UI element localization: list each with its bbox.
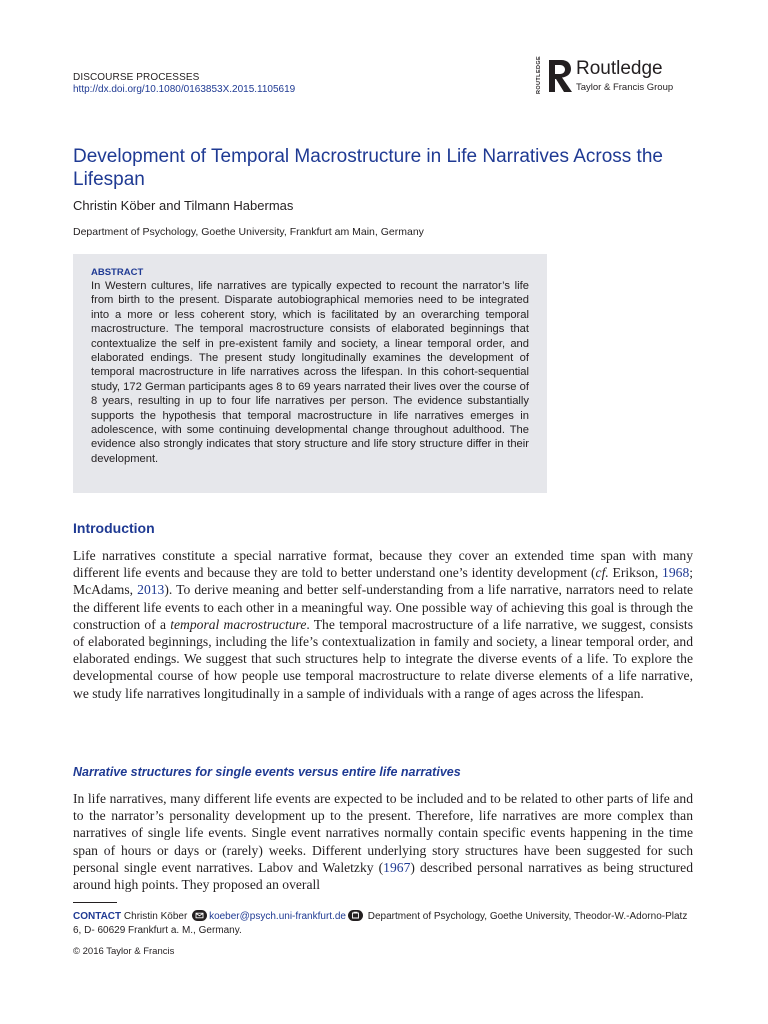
intro-emphasis: temporal macrostructure bbox=[170, 616, 307, 632]
doi-link[interactable]: http://dx.doi.org/10.1080/0163853X.2015.1105619 bbox=[73, 84, 296, 95]
citation-mcadams-2013[interactable]: 2013 bbox=[137, 582, 165, 598]
routledge-r-icon bbox=[547, 58, 573, 94]
contact-label: CONTACT bbox=[73, 911, 122, 922]
introduction-paragraph bbox=[73, 547, 693, 702]
abstract-box bbox=[73, 254, 547, 493]
article-title: Development of Temporal Macrostructure in Life Narratives Across the Lifespan bbox=[73, 146, 663, 190]
section2-text-1: In life narratives, many different life events are expected to be included and to be related to other parts of life and to the narrator’s personality development up to the present. Therefore, life narratives are more complex than narratives of single life events. Single event narratives normally contain specific events happening in the time span of hours or days or (rarely) weeks. Different underlying story structures have been suggested for such personal single event narratives. Labov and Waletzky ( bbox=[73, 791, 693, 875]
intro-text-1: Life narratives constitute a special narrative format, because they cover an extended time span with many different life events and because they are told to better understand one’s identity development ( bbox=[73, 548, 693, 581]
address-icon bbox=[348, 910, 363, 921]
copyright-notice: © 2016 Taylor & Francis bbox=[73, 946, 175, 957]
publisher-name: Routledge bbox=[576, 58, 663, 79]
abstract-text: In Western cultures, life narratives are typically expected to recount the narrator’s life from birth to the present. Disparate autobiographical memories need to be integrated into a more or less coherent story, which is facilitated by an overarching temporal macrostructure. The temporal macrostructure consists of elaborated beginnings that contextualize the self in pre-existent family and society, a linear temporal order, and elaborated endings. The present study longitudinally examines the development of temporal macrostructure in life narratives across the lifespan. In this cohort-sequential study, 172 German participants ages 8 to 69 years narrated their lives over the course of 8 years, resulting in up to four life narratives per person. The evidence substantially supports the hypothesis that temporal macrostructure in life narratives emerges in adolescence, with some continuing developmental change throughout adulthood. The evidence also strongly indicates that story structure and life story structure differ in their development. bbox=[91, 280, 529, 465]
contact-address: Department of Psychology, Goethe University, Theodor-W.-Adorno-Platz 6, D- 60629 Frankfurt a. M., Germany. bbox=[73, 911, 688, 936]
journal-name: DISCOURSE PROCESSES bbox=[73, 72, 200, 83]
article-affiliation: Department of Psychology, Goethe University, Frankfurt am Main, Germany bbox=[73, 226, 424, 238]
contact-name: Christin Köber bbox=[121, 911, 191, 922]
citation-erikson-1968[interactable]: 1968 bbox=[662, 565, 690, 581]
intro-cf: cf. bbox=[595, 565, 609, 581]
intro-text-2: Erikson, bbox=[608, 565, 663, 581]
article-authors: Christin Köber and Tilmann Habermas bbox=[73, 198, 294, 213]
footnote-rule bbox=[73, 902, 117, 903]
intro-text-3: ; McAdams, bbox=[73, 565, 694, 598]
citation-labov-waletzky-1967[interactable]: 1967 bbox=[383, 859, 411, 875]
publisher-logo bbox=[536, 56, 696, 98]
intro-text-5: . The temporal macrostructure of a life narrative, we suggest, consists of elaborated beginnings, including the life’s contextualization in family and society, a linear temporal order, and elaborated endings. We suggest that such structures help to integrate the diverse events of a life. To explore the developmental course of how people use temporal macrostructure to relate diverse elements of a life narrative, we study life narratives longitudinally in a sample of individuals with a range of ages across the lifespan. bbox=[73, 616, 693, 701]
section-heading-narrative-structures: Narrative structures for single events versus entire life narratives bbox=[73, 765, 461, 779]
narrative-structures-paragraph bbox=[73, 790, 693, 893]
contact-footnote bbox=[73, 910, 693, 938]
logo-vertical-label: ROUTLEDGE bbox=[536, 55, 542, 94]
section-heading-introduction: Introduction bbox=[73, 520, 155, 536]
intro-text-4: ). To derive meaning and better self-understanding from a life narrative, narrators need to relate the different life events to each other in a meaningful way. One possible way of achieving this goal is through the construction of a bbox=[73, 582, 694, 632]
publisher-subtitle: Taylor & Francis Group bbox=[576, 82, 674, 93]
contact-email-link[interactable]: koeber@psych.uni-frankfurt.de bbox=[209, 911, 346, 922]
abstract-heading: ABSTRACT bbox=[91, 267, 144, 278]
section2-text-2: ) described personal narratives as being structured around high points. They proposed an overall bbox=[73, 859, 693, 893]
email-icon bbox=[192, 910, 207, 921]
